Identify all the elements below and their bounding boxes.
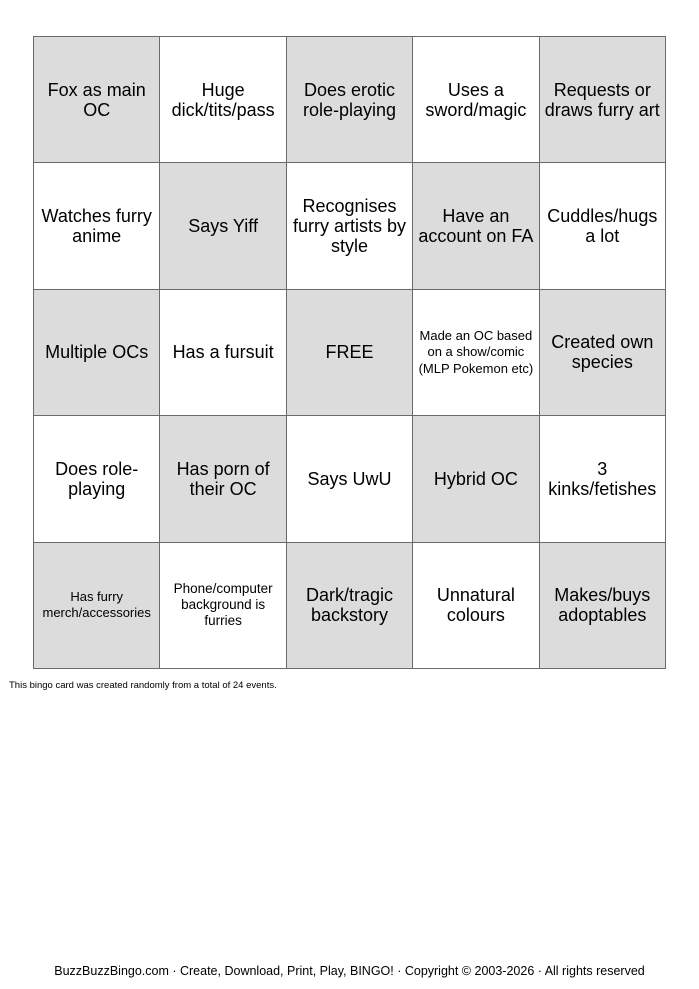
bingo-cell: Says Yiff: [160, 163, 286, 289]
bingo-cell: Does erotic role-playing: [287, 37, 413, 163]
bingo-cell: Fox as main OC: [34, 37, 160, 163]
bingo-cell: FREE: [287, 290, 413, 416]
bingo-card: [33, 36, 666, 669]
bingo-cell: Uses a sword/magic: [413, 37, 539, 163]
bingo-cell: Unnatural colours: [413, 543, 539, 669]
bingo-cell: Made an OC based on a show/comic (MLP Pokemon etc): [413, 290, 539, 416]
bingo-cell: 3 kinks/fetishes: [540, 416, 666, 542]
bingo-cell: Has a fursuit: [160, 290, 286, 416]
bingo-cell: Cuddles/hugs a lot: [540, 163, 666, 289]
bingo-cell: Multiple OCs: [34, 290, 160, 416]
bingo-cell: Has porn of their OC: [160, 416, 286, 542]
bingo-cell: Requests or draws furry art: [540, 37, 666, 163]
bingo-cell: Hybrid OC: [413, 416, 539, 542]
card-note: This bingo card was created randomly from a total of 24 events.: [9, 680, 277, 691]
bingo-cell: Does role-playing: [34, 416, 160, 542]
bingo-cell: Dark/tragic backstory: [287, 543, 413, 669]
footer-copyright: BuzzBuzzBingo.com · Create, Download, Print, Play, BINGO! · Copyright © 2003-2026 · All rights reserved: [54, 964, 645, 978]
bingo-cell: Created own species: [540, 290, 666, 416]
bingo-cell: Phone/computer background is furries: [160, 543, 286, 669]
bingo-cell: Makes/buys adoptables: [540, 543, 666, 669]
bingo-cell: Have an account on FA: [413, 163, 539, 289]
bingo-cell: Has furry merch/accessories: [34, 543, 160, 669]
bingo-cell: Watches furry anime: [34, 163, 160, 289]
bingo-cell: Recognises furry artists by style: [287, 163, 413, 289]
bingo-cell: Says UwU: [287, 416, 413, 542]
bingo-cell: Huge dick/tits/pass: [160, 37, 286, 163]
